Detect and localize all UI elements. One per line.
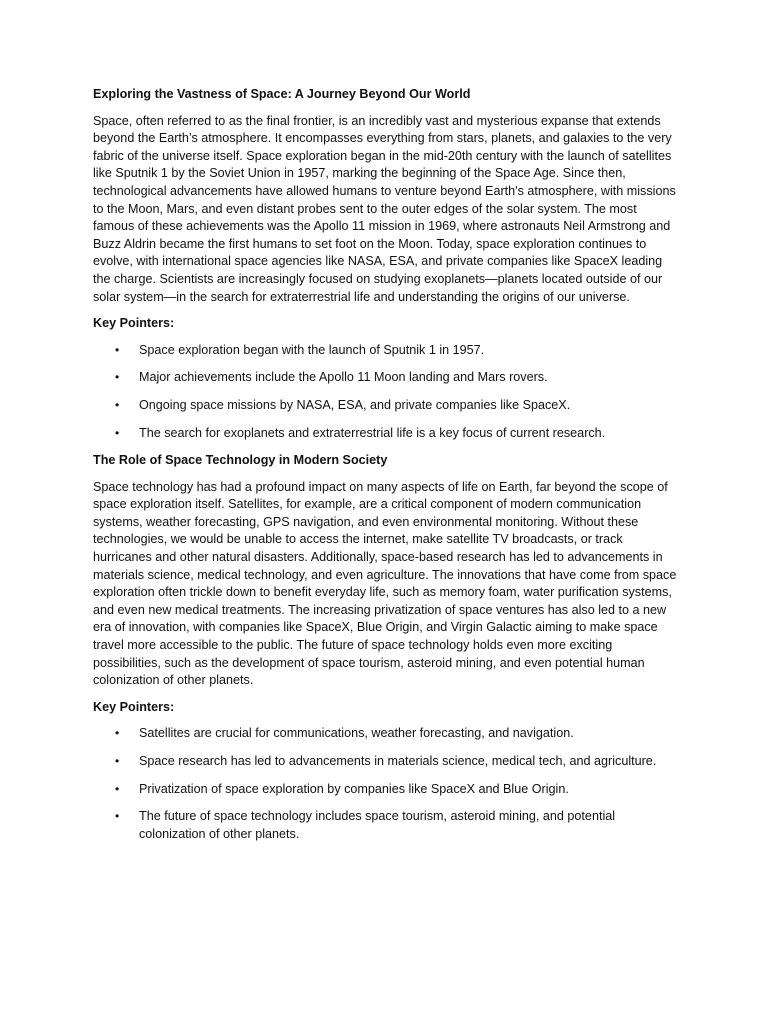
list-item-text: The search for exoplanets and extraterrestrial life is a key focus of current research. bbox=[139, 425, 606, 440]
bullet-icon: • bbox=[115, 342, 120, 357]
document-body bbox=[93, 86, 677, 853]
bullet-icon: • bbox=[115, 754, 120, 768]
list-item bbox=[93, 369, 677, 387]
bullet-icon: • bbox=[115, 425, 120, 440]
bullet-icon: • bbox=[115, 781, 120, 796]
list-item-text: Satellites are crucial for communications, weather forecasting, and navigation. bbox=[139, 726, 574, 741]
list-item-text: The future of space technology includes space tourism, asteroid mining, and potential colonization of other planets. bbox=[139, 809, 616, 841]
section-title-space-technology: The Role of Space Technology in Modern Society bbox=[93, 453, 388, 468]
key-pointers-list bbox=[93, 725, 677, 843]
list-item-text: Space research has led to advancements in materials science, medical tech, and agriculture. bbox=[139, 754, 657, 768]
bullet-icon: • bbox=[115, 809, 120, 824]
list-item bbox=[93, 781, 677, 799]
list-item-text: Space exploration began with the launch of Sputnik 1 in 1957. bbox=[139, 342, 485, 357]
bullet-icon: • bbox=[115, 726, 120, 741]
list-item-text: Privatization of space exploration by companies like SpaceX and Blue Origin. bbox=[139, 781, 569, 796]
list-item bbox=[93, 342, 677, 360]
list-item-text: Major achievements include the Apollo 11 Moon landing and Mars rovers. bbox=[139, 370, 548, 385]
list-item bbox=[93, 753, 677, 771]
list-item bbox=[93, 397, 677, 415]
key-pointers-list bbox=[93, 342, 677, 442]
section-paragraph-space-technology: Space technology has had a profound impact on many aspects of life on Earth, far beyond the scope of space exploration itself. Satellites, for example, are a critical component of modern communication systems, weather forecasting, GPS navigation, and even environmental monitoring. Without these technologies, we would be unable to access the internet, make satellite TV broadcasts, or track hurricanes and other natural disasters. Additionally, space-based research has led to advancements in materials science, medical technology, and even agriculture. The innovations that have come from space exploration often trickle down to benefit everyday life, such as memory foam, water purification systems, and even new medical treatments. The increasing privatization of space ventures has also led to a new era of innovation, with companies like SpaceX, Blue Origin, and Virgin Galactic aiming to make space travel more accessible to the public. The future of space technology holds even more exciting possibilities, such as the development of space tourism, asteroid mining, and even potential human colonization of other planets. bbox=[93, 479, 677, 688]
key-pointers-label: Key Pointers: bbox=[93, 699, 175, 714]
bullet-icon: • bbox=[115, 397, 120, 412]
key-pointers-label: Key Pointers: bbox=[93, 316, 175, 331]
section-title-space-exploration: Exploring the Vastness of Space: A Journey Beyond Our World bbox=[93, 87, 471, 101]
list-item bbox=[93, 425, 677, 443]
list-item-text: Ongoing space missions by NASA, ESA, and private companies like SpaceX. bbox=[139, 397, 571, 412]
list-item bbox=[93, 808, 677, 843]
bullet-icon: • bbox=[115, 370, 120, 385]
section-paragraph-space-exploration: Space, often referred to as the final frontier, is an incredibly vast and mysterious expanse that extends beyond the Earth’s atmosphere. It encompasses everything from stars, planets, and galaxies to the very fabric of the universe itself. Space exploration began in the mid-20th century with the launch of satellites like Sputnik 1 by the Soviet Union in 1957, marking the beginning of the Space Age. Since then, technological advancements have allowed humans to venture beyond Earth's atmosphere, with missions to the Moon, Mars, and even distant probes sent to the outer edges of the solar system. The most famous of these achievements was the Apollo 11 mission in 1969, where astronauts Neil Armstrong and Buzz Aldrin became the first humans to set foot on the Moon. Today, space exploration continues to evolve, with international space agencies like NASA, ESA, and private companies like SpaceX leading the charge. Scientists are increasingly focused on studying exoplanets—planets located outside of our solar system—in the search for extraterrestrial life and understanding the origins of our universe. bbox=[93, 113, 676, 304]
list-item bbox=[93, 725, 677, 743]
